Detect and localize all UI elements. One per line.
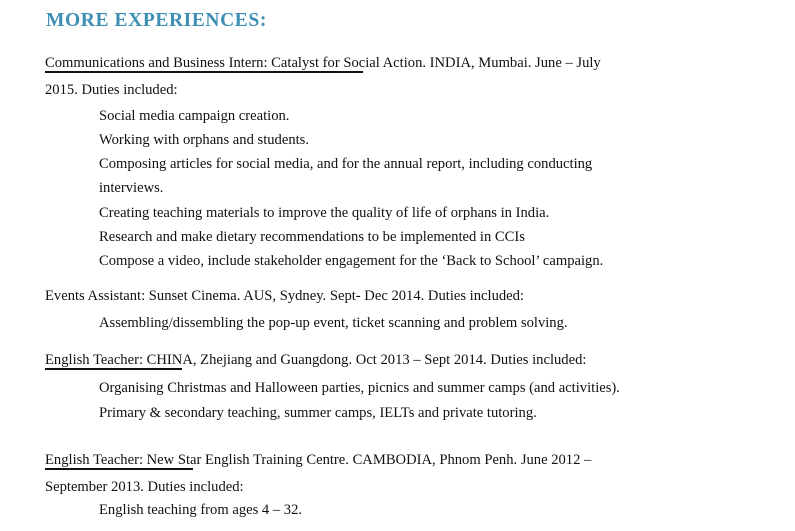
experience-1-duty: Compose a video, include stakeholder engagement for the ‘Back to School’ campaign. xyxy=(99,253,604,269)
experience-1-duty: Social media campaign creation. xyxy=(99,108,290,124)
experience-1-duty: Composing articles for social media, and for the annual report, including conducting xyxy=(99,156,593,172)
experience-1-duty: interviews. xyxy=(99,180,164,196)
experience-4-underline xyxy=(45,468,193,470)
experience-2-title: Events Assistant: Sunset Cinema. AUS, Sydney. Sept- Dec 2014. Duties included: xyxy=(45,288,524,304)
experience-1-title: Communications and Business Intern: Catalyst for Social Action. INDIA, Mumbai. June – July xyxy=(45,55,601,71)
section-heading: MORE EXPERIENCES: xyxy=(46,10,267,31)
experience-4-duty: English teaching from ages 4 – 32. xyxy=(99,502,303,518)
experience-4-title: English Teacher: New Star English Training Centre. CAMBODIA, Phnom Penh. June 2012 – xyxy=(45,452,592,468)
experience-3-duty: Primary & secondary teaching, summer camps, IELTs and private tutoring. xyxy=(99,405,537,421)
experience-3-duty: Organising Christmas and Halloween parties, picnics and summer camps (and activities). xyxy=(99,380,620,396)
experience-1-title-cont: 2015. Duties included: xyxy=(45,82,178,98)
experience-4-title-cont: September 2013. Duties included: xyxy=(45,479,244,495)
experience-2-duty: Assembling/dissembling the pop-up event, ticket scanning and problem solving. xyxy=(99,315,568,331)
experience-1-underline xyxy=(45,71,363,73)
experience-1-duty: Working with orphans and students. xyxy=(99,132,310,148)
experience-3-title: English Teacher: CHINA, Zhejiang and Guangdong. Oct 2013 – Sept 2014. Duties included: xyxy=(45,352,587,368)
experience-1-duty: Research and make dietary recommendations to be implemented in CCIs xyxy=(99,229,525,245)
experience-3-underline xyxy=(45,368,182,370)
experience-1-duty: Creating teaching materials to improve the quality of life of orphans in India. xyxy=(99,205,550,221)
